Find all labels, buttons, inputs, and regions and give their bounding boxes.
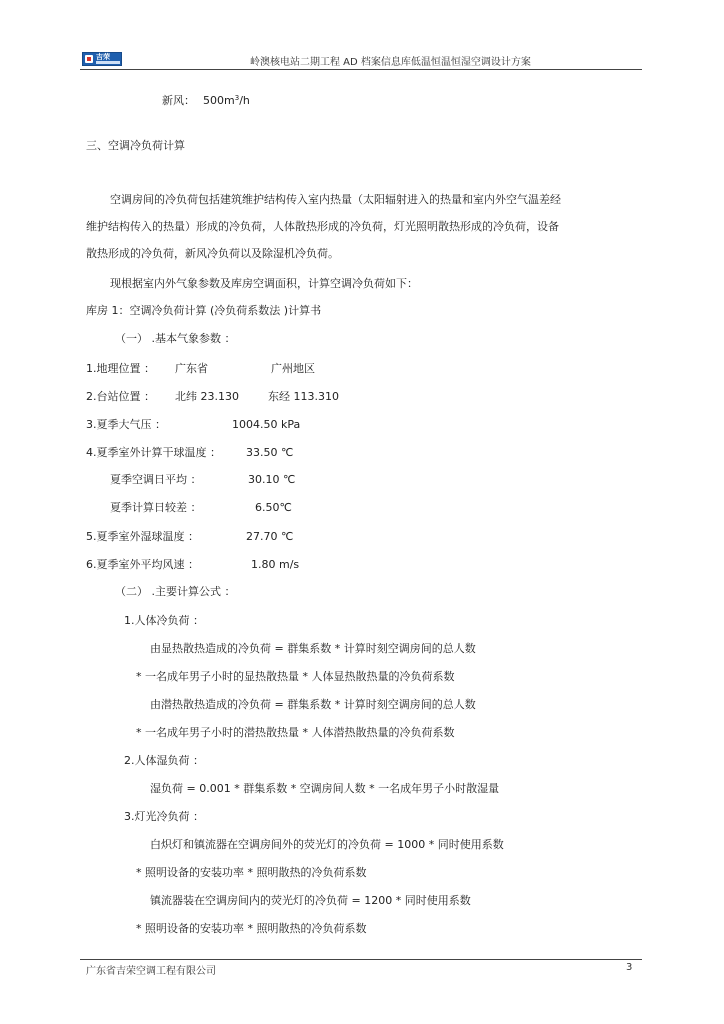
fresh-air-unit: /h [239,94,250,107]
fresh-air-sup: 3 [234,94,240,102]
formula-1-line-a: 由显热散热造成的冷负荷 = 群集系数 * 计算时刻空调房间的总人数 [150,642,476,655]
company-logo [82,52,122,66]
formula-3-line-c: 镇流器装在空调房间内的荧光灯的冷负荷 = 1200 * 同时使用系数 [150,894,471,907]
param-2-value-2: 东经 113.310 [268,390,339,403]
param-3-label: 3.夏季大气压 ： [86,418,166,431]
param-3-value: 1004.50 kPa [232,418,301,431]
formula-3-title: 3.灯光冷负荷 ： [124,810,204,823]
intro-line-4: 现根据室内外气象参数及库房空调面积，计算空调冷负荷如下： [110,277,418,290]
param-4b-value: 6.50℃ [255,501,292,514]
intro-line-3: 散热形成的冷负荷，新风冷负荷以及除湿机冷负荷。 [86,247,339,260]
formula-3-line-d: * 照明设备的安装功率 * 照明散热的冷负荷系数 [136,922,367,935]
formula-1-line-b: * 一名成年男子小时的显热散热量 * 人体显热散热量的冷负荷系数 [136,670,455,683]
calc-title: 库房 1：空调冷负荷计算 (冷负荷系数法 )计算书 [86,304,322,317]
fresh-air-line [162,94,250,108]
param-4b-label: 夏季计算日较差 ： [110,501,202,514]
page-number: 3 [626,962,633,973]
part1-title: （一） .基本气象参数 ： [115,332,236,345]
footer-rule [80,959,642,960]
fresh-air-label: 新风： [162,94,195,107]
formula-1-line-c: 由潜热散热造成的冷负荷 = 群集系数 * 计算时刻空调房间的总人数 [150,698,476,711]
header-title: 岭澳核电站二期工程 AD 档案信息库低温恒温恒湿空调设计方案 [250,57,531,68]
fresh-air-value: 500m [203,94,235,107]
param-4a-value: 30.10 ℃ [248,473,296,486]
formula-3-line-b: * 照明设备的安装功率 * 照明散热的冷负荷系数 [136,866,367,879]
param-5-label: 5.夏季室外湿球温度 ： [86,530,199,543]
logo-text: 吉荣 [96,53,110,61]
formula-1-title: 1.人体冷负荷 ： [124,614,204,627]
param-4-value: 33.50 ℃ [246,446,294,459]
param-6-value: 1.80 m/s [251,558,300,571]
param-2-label: 2.台站位置 ： [86,390,155,403]
param-2-value-1: 北纬 23.130 [175,390,239,403]
header-rule [80,69,642,70]
param-4a-label: 夏季空调日平均 ： [110,473,202,486]
logo-mark-icon [85,55,93,63]
formula-3-line-a: 白炽灯和镇流器在空调房间外的荧光灯的冷负荷 = 1000 * 同时使用系数 [150,838,504,851]
param-1-value-1: 广东省 [175,362,208,375]
param-5-value: 27.70 ℃ [246,530,294,543]
footer-company: 广东省吉荣空调工程有限公司 [86,966,216,977]
intro-line-1: 空调房间的冷负荷包括建筑维护结构传入室内热量（太阳辐射进入的热量和室内外空气温差经 [110,193,561,206]
section-title: 三、空调冷负荷计算 [86,139,185,152]
param-1-value-2: 广州地区 [271,362,315,375]
param-6-label: 6.夏季室外平均风速 ： [86,558,199,571]
formula-2-line-a: 湿负荷 = 0.001 * 群集系数 * 空调房间人数 * 一名成年男子小时散湿量 [150,782,500,795]
param-4-label: 4.夏季室外计算干球温度 ： [86,446,221,459]
formula-2-title: 2.人体湿负荷 ： [124,754,204,767]
param-1-label: 1.地理位置 ： [86,362,155,375]
logo-subline [96,61,120,64]
intro-line-2: 维护结构传入的热量）形成的冷负荷，人体散热形成的冷负荷，灯光照明散热形成的冷负荷，设备 [86,220,559,233]
formula-1-line-d: * 一名成年男子小时的潜热散热量 * 人体潜热散热量的冷负荷系数 [136,726,455,739]
part2-title: （二） .主要计算公式 ： [115,585,236,598]
